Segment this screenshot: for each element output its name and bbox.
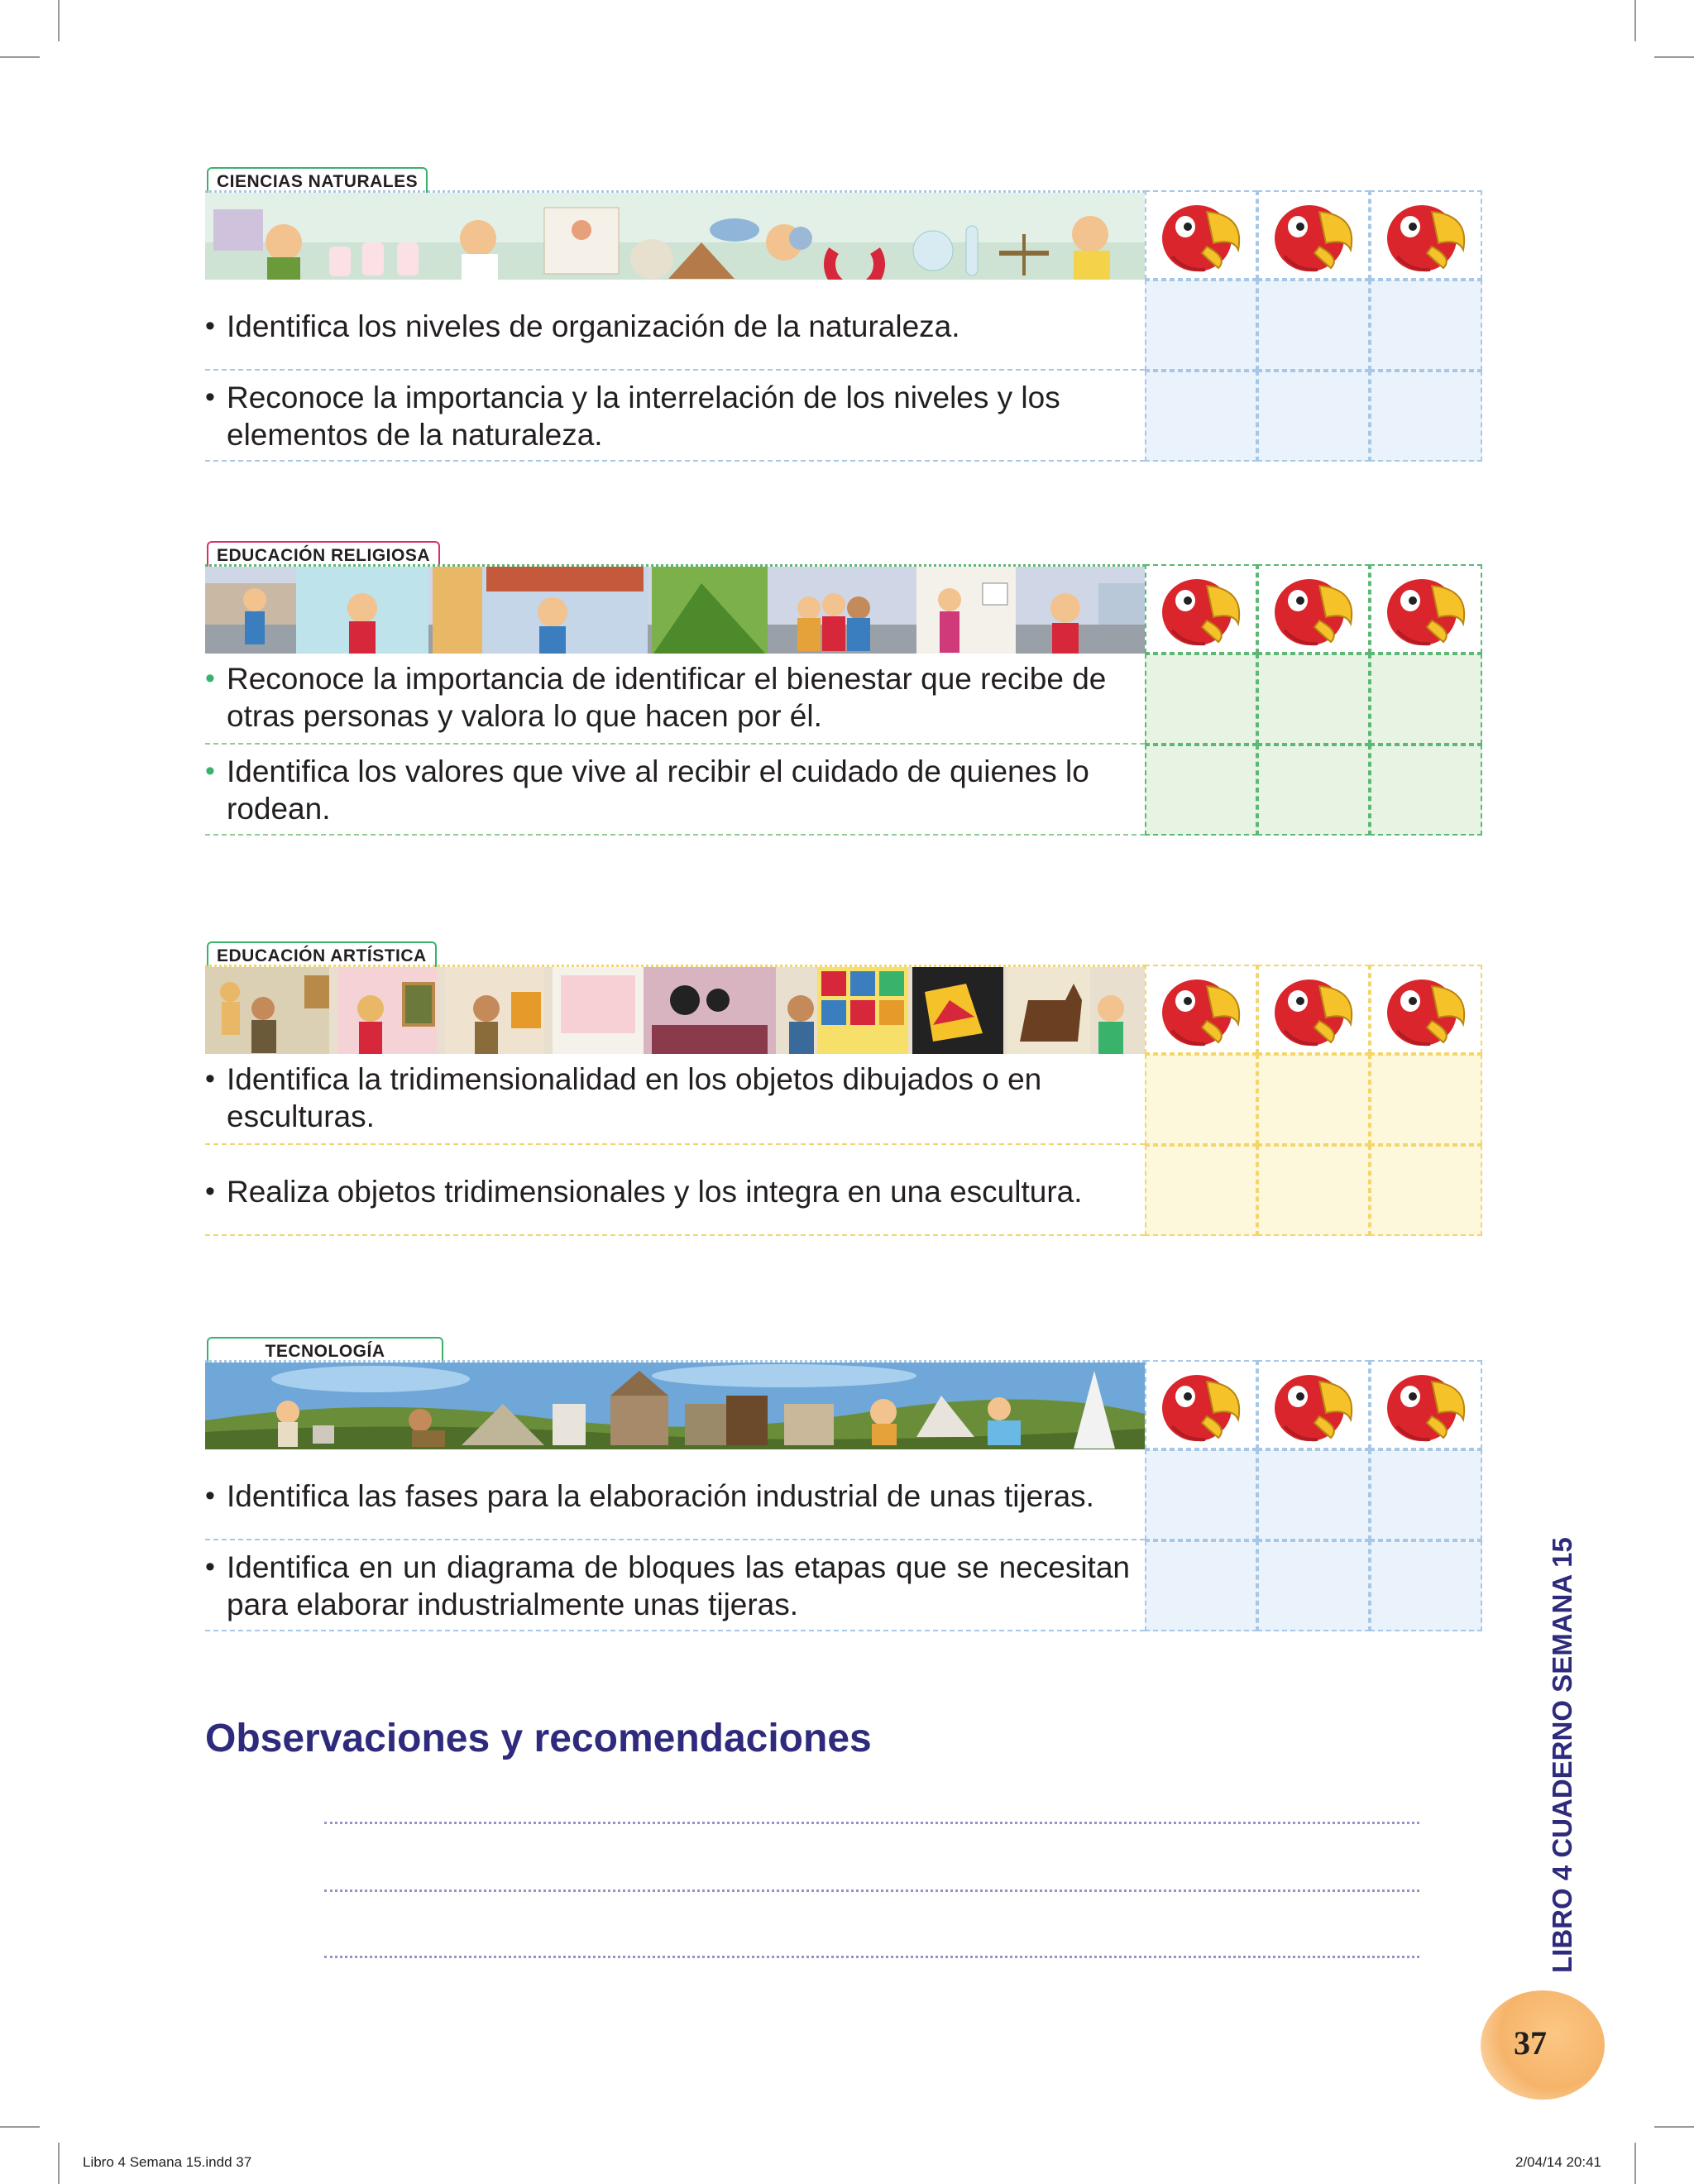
- parrot-icon: [1381, 195, 1471, 275]
- rating-checkbox[interactable]: [1145, 1054, 1257, 1145]
- crop-mark: [0, 2126, 40, 2128]
- rating-header-cell: [1257, 564, 1370, 654]
- rating-checkbox[interactable]: [1145, 1540, 1257, 1631]
- rating-grid: [1145, 1360, 1482, 1631]
- crop-mark: [1634, 2143, 1636, 2184]
- rating-header-cell: [1257, 1360, 1370, 1449]
- parrot-icon: [1268, 970, 1359, 1049]
- rating-checkbox[interactable]: [1370, 371, 1482, 462]
- parrot-icon: [1156, 970, 1247, 1049]
- criterion-row: [205, 280, 1145, 371]
- crop-mark: [1654, 56, 1694, 58]
- bullet: •: [205, 310, 215, 342]
- bullet: •: [205, 755, 215, 787]
- criterion-row: [205, 1054, 1145, 1145]
- crop-mark: [0, 56, 40, 58]
- criterion-text: Reconoce la importancia de identificar el bienestar que recibe de otras personas y valora lo que hacen por él.: [227, 662, 1107, 733]
- criterion-text: Identifica la tridimensionalidad en los objetos dibujados o en esculturas.: [227, 1062, 1042, 1133]
- parrot-icon: [1381, 569, 1471, 649]
- rating-grid: [1145, 965, 1482, 1236]
- section-illustration: [205, 1360, 1145, 1449]
- rating-checkbox[interactable]: [1257, 371, 1370, 462]
- crop-mark: [1654, 2126, 1694, 2128]
- rating-header-cell: [1145, 965, 1257, 1054]
- rating-checkbox[interactable]: [1145, 654, 1257, 745]
- criterion-text: Realiza objetos tridimensionales y los integra en una escultura.: [227, 1175, 1083, 1209]
- rating-checkbox[interactable]: [1370, 280, 1482, 371]
- section-tag: EDUCACIÓN RELIGIOSA: [207, 541, 440, 569]
- section-tag: EDUCACIÓN ARTÍSTICA: [207, 941, 437, 970]
- bullet: •: [205, 1551, 215, 1583]
- rating-checkbox[interactable]: [1257, 1449, 1370, 1540]
- criterion-text: Identifica los niveles de organización de la naturaleza.: [227, 309, 960, 343]
- bullet: •: [205, 1176, 215, 1207]
- rating-header-cell: [1370, 1360, 1482, 1449]
- criterion-row: [205, 745, 1145, 836]
- rating-checkbox[interactable]: [1257, 654, 1370, 745]
- bullet: •: [205, 1063, 215, 1094]
- footer-timestamp: 2/04/14 20:41: [1515, 2154, 1601, 2170]
- criterion-text: Reconoce la importancia y la interrelación de los niveles y los elementos de la naturaleza.: [227, 381, 1060, 452]
- rating-header-cell: [1370, 965, 1482, 1054]
- crop-mark: [58, 2143, 60, 2184]
- criterion-row: [205, 371, 1145, 462]
- parrot-icon: [1156, 569, 1247, 649]
- rating-checkbox[interactable]: [1145, 745, 1257, 836]
- section-tag: TECNOLOGÍA: [207, 1337, 443, 1365]
- rating-checkbox[interactable]: [1257, 1145, 1370, 1236]
- section-illustration: [205, 564, 1145, 654]
- rating-checkbox[interactable]: [1257, 1054, 1370, 1145]
- rating-grid: [1145, 564, 1482, 836]
- criterion-row: [205, 654, 1145, 745]
- rating-checkbox[interactable]: [1145, 280, 1257, 371]
- writing-line[interactable]: [324, 1822, 1419, 1824]
- section-tecnologia: [205, 1342, 1487, 1633]
- parrot-icon: [1156, 195, 1247, 275]
- crop-mark: [1634, 0, 1636, 41]
- rating-header-cell: [1145, 190, 1257, 280]
- writing-line[interactable]: [324, 1956, 1419, 1958]
- parrot-icon: [1268, 1365, 1359, 1444]
- rating-checkbox[interactable]: [1257, 1540, 1370, 1631]
- rating-header-cell: [1370, 564, 1482, 654]
- page-number-badge: [1481, 1990, 1605, 2100]
- parrot-icon: [1381, 1365, 1471, 1444]
- criterion-text: Identifica las fases para la elaboración industrial de unas tijeras.: [227, 1479, 1094, 1513]
- section-ciencias-naturales: [205, 172, 1487, 463]
- bullet: •: [205, 381, 215, 413]
- rating-header-cell: [1257, 965, 1370, 1054]
- parrot-icon: [1268, 569, 1359, 649]
- rating-checkbox[interactable]: [1257, 280, 1370, 371]
- criterion-row: [205, 1145, 1145, 1236]
- parrot-icon: [1156, 1365, 1247, 1444]
- section-tag: CIENCIAS NATURALES: [207, 167, 428, 195]
- section-educacion-religiosa: [205, 546, 1487, 837]
- criterion-text: Identifica los valores que vive al recibir el cuidado de quienes lo rodean.: [227, 754, 1089, 826]
- observations-title: Observaciones y recomendaciones: [205, 1717, 872, 1760]
- rating-checkbox[interactable]: [1370, 1540, 1482, 1631]
- rating-header-cell: [1257, 190, 1370, 280]
- criterion-text: Identifica en un diagrama de bloques las etapas que se necesitan para elaborar industrialmente unas tijeras.: [227, 1550, 1130, 1621]
- rating-checkbox[interactable]: [1145, 1145, 1257, 1236]
- rating-checkbox[interactable]: [1370, 654, 1482, 745]
- section-illustration: [205, 965, 1145, 1054]
- section-illustration: [205, 190, 1145, 280]
- bullet: •: [205, 1480, 215, 1511]
- rating-header-cell: [1145, 1360, 1257, 1449]
- criterion-row: [205, 1449, 1145, 1540]
- page-number: 37: [1514, 2024, 1547, 2062]
- rating-checkbox[interactable]: [1370, 1449, 1482, 1540]
- parrot-icon: [1381, 970, 1471, 1049]
- rating-grid: [1145, 190, 1482, 462]
- side-label-text: LIBRO 4 CUADERNO SEMANA 15: [1547, 1537, 1577, 1973]
- footer-file-info: Libro 4 Semana 15.indd 37: [83, 2154, 252, 2170]
- section-educacion-artistica: [205, 946, 1487, 1238]
- parrot-icon: [1268, 195, 1359, 275]
- rating-header-cell: [1370, 190, 1482, 280]
- writing-line[interactable]: [324, 1889, 1419, 1892]
- rating-checkbox[interactable]: [1370, 745, 1482, 836]
- rating-checkbox[interactable]: [1145, 371, 1257, 462]
- rating-header-cell: [1145, 564, 1257, 654]
- criterion-row: [205, 1540, 1145, 1631]
- rating-checkbox[interactable]: [1370, 1054, 1482, 1145]
- crop-mark: [58, 0, 60, 41]
- rating-checkbox[interactable]: [1370, 1145, 1482, 1236]
- rating-checkbox[interactable]: [1257, 745, 1370, 836]
- rating-checkbox[interactable]: [1145, 1449, 1257, 1540]
- bullet: •: [205, 663, 215, 694]
